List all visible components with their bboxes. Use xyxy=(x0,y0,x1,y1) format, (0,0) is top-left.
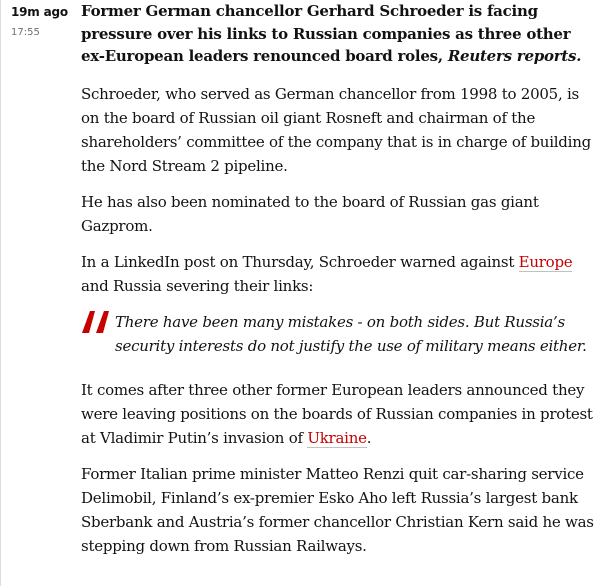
entry-timestamp[interactable] xyxy=(11,4,73,41)
paragraph-3 xyxy=(81,250,597,298)
lead-source: Reuters reports. xyxy=(447,47,582,65)
link-ukraine[interactable]: Ukraine xyxy=(307,428,367,447)
lead-text: Former German chancellor Gerhard Schroeder is facing pressure over his links to Russian companies as three other ex-European leaders renounced board roles, xyxy=(81,2,571,65)
quote-text: There have been many mistakes - on both sides. But Russia’s security interests do not justify the use of military means either. xyxy=(115,312,587,355)
relative-time[interactable]: 19m ago xyxy=(11,5,68,19)
clock-time: 17:55 xyxy=(11,27,40,38)
paragraph-1: Schroeder, who served as German chancellor from 1998 to 2005, is on the board of Russian oil giant Rosneft and chairman of the shareholders’ committee of the company that is in charge of building the Nord Stream 2 pipeline. xyxy=(81,84,591,175)
timeline-divider xyxy=(0,0,1,586)
paragraph-2: He has also been nominated to the board of Russian gas giant Gazprom. xyxy=(81,192,539,235)
link-europe[interactable]: Europe xyxy=(518,252,573,271)
paragraph-4 xyxy=(81,378,597,450)
paragraph-5: Former Italian prime minister Matteo Renzi quit car-sharing service Delimobil, Finland’s ex-premier Esko Aho left Russia’s largest bank Sberbank and Austria’s former chancellor Christian Kern said he was stepping down from Russian Railways. xyxy=(81,464,594,555)
paragraph-4-before: It comes after three other former European leaders announced they were leaving positions on the boards of Russian companies in protest at Vladimir Putin’s invasion of xyxy=(81,380,593,447)
block-quote xyxy=(81,310,597,358)
paragraph-3-after: and Russia severing their links: xyxy=(81,276,314,295)
entry-body xyxy=(81,0,597,570)
quote-mark-icon xyxy=(81,311,111,333)
paragraph-3-before: In a LinkedIn post on Thursday, Schroeder warned against xyxy=(81,252,519,271)
paragraph-4-after: . xyxy=(366,428,372,447)
entry-lead xyxy=(81,0,597,68)
